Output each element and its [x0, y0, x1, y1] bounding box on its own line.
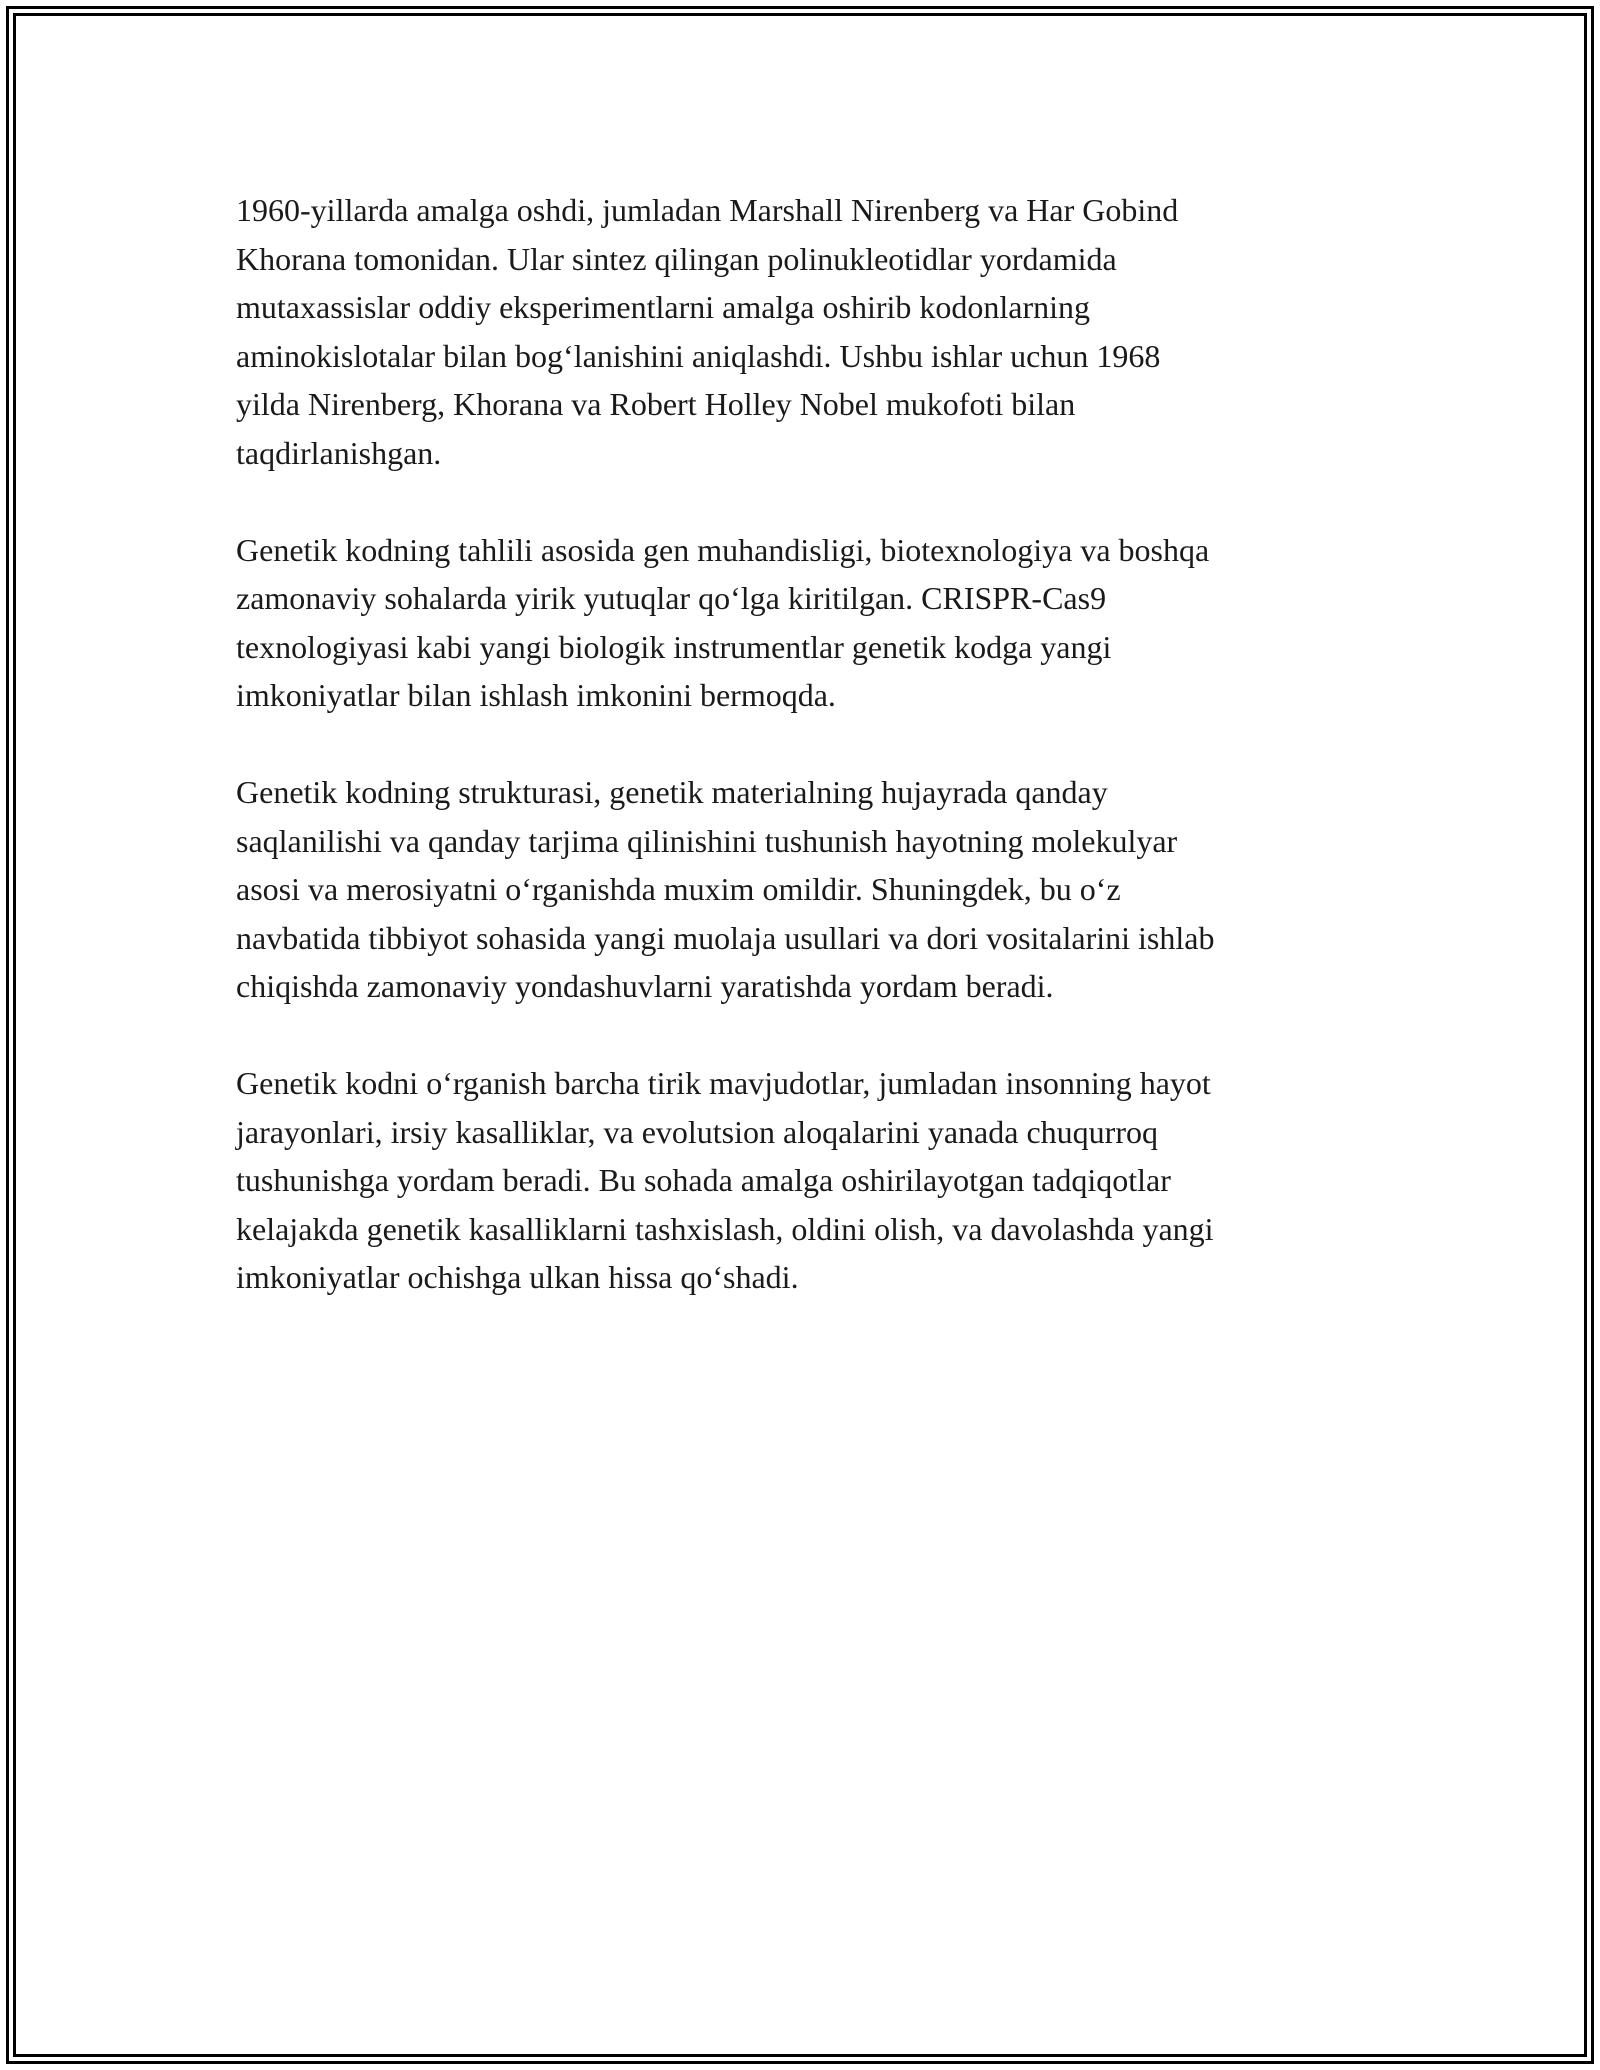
paragraph-genetic-code-structure: Genetik kodning strukturasi, genetik materialning hujayrada qanday saqlanilishi va qanday tarjima qilinishini tushunish hayotning molekulyar asosi va merosiyatni o‘rganishda muxim omildir. Shuningdek, bu o‘z navbatida tibbiyot sohasida yangi muolaja usullari va dori vositalarini ishlab chiqishda zamonaviy yondashuvlarni yaratishda yordam beradi.: [236, 774, 1215, 1004]
paragraph-genetic-engineering: Genetik kodning tahlili asosida gen muhandisligi, biotexnologiya va boshqa zamonaviy sohalarda yirik yutuqlar qo‘lga kiritilgan. CRISPR-Cas9 texnologiyasi kabi yangi biologik instrumentlar genetik kodga yangi imkoniyatlar bilan ishlash imkonini bermoqda.: [236, 531, 1210, 713]
paragraph-genetic-code-history: 1960-yillarda amalga oshdi, jumladan Marshall Nirenberg va Har Gobind Khorana tomonidan. Ular sintez qilingan polinukleotidlar yordamida mutaxassislar oddiy eksperimentlarni amalga oshirib kodonlarning aminokislotalar bilan bog‘lanishini aniqlashdi. Ushbu ishlar uchun 1968 yilda Nirenberg, Khorana va Robert Holley Nobel mukofoti bilan taqdirlanishgan.: [236, 192, 1179, 471]
document-body: [236, 186, 1376, 1350]
paragraph-genetic-code-research: Genetik kodni o‘rganish barcha tirik mavjudotlar, jumladan insonning hayot jarayonlari, irsiy kasalliklar, va evolutsion aloqalarini yanada chuqurroq tushunishga yordam beradi. Bu sohada amalga oshirilayotgan tadqiqotlar kelajakda genetik kasalliklarni tashxislash, oldini olish, va davolashda yangi imkoniyatlar ochishga ulkan hissa qo‘shadi.: [236, 1065, 1214, 1295]
